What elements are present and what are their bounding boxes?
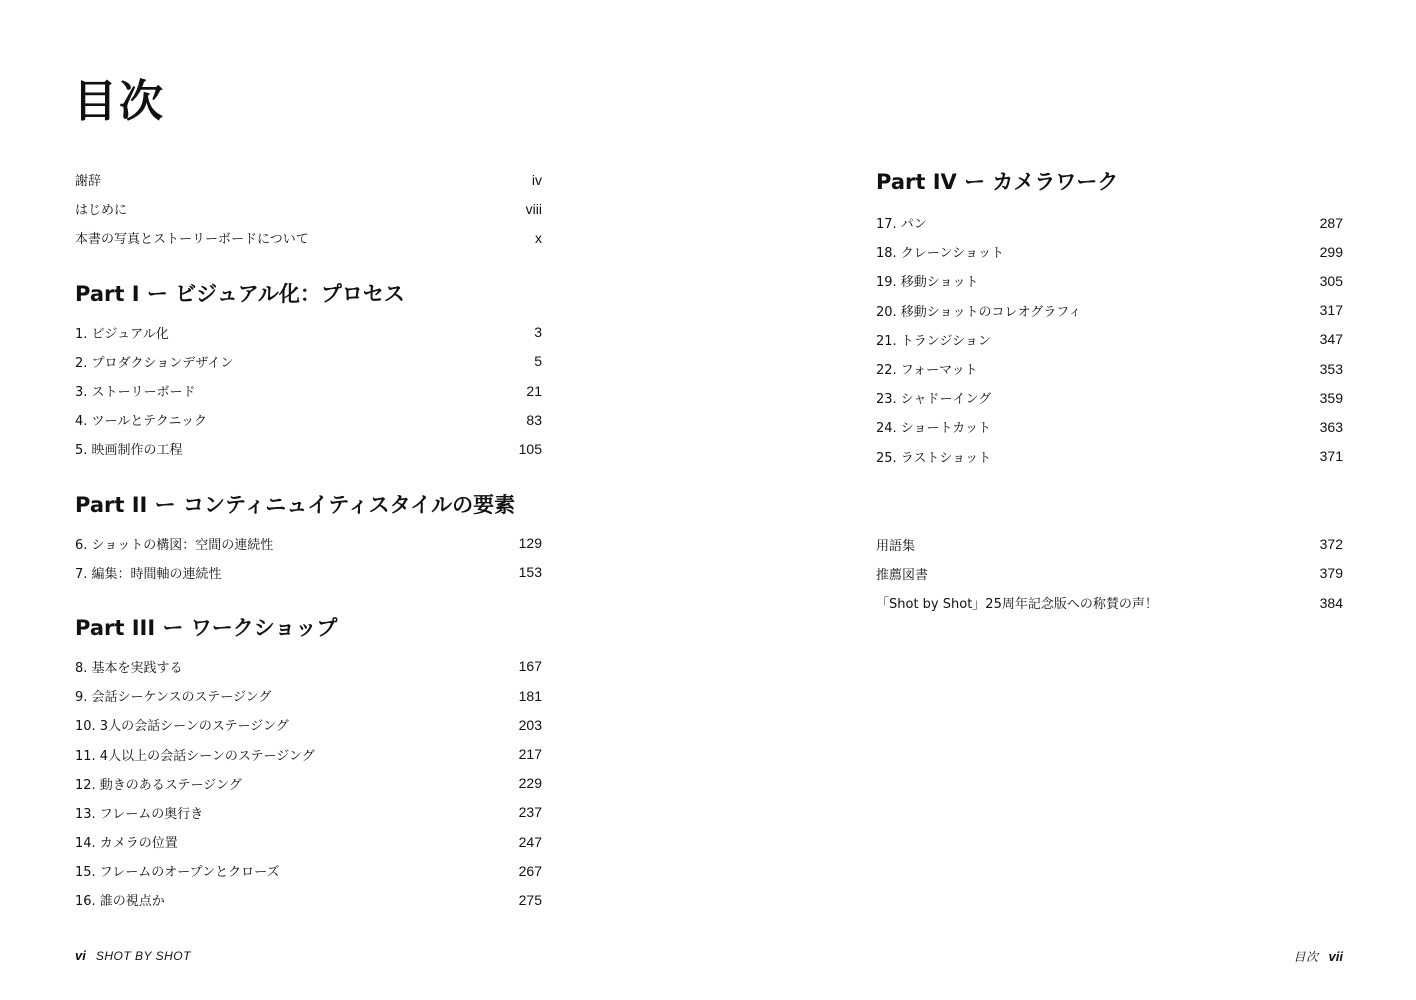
toc-entry[interactable] bbox=[876, 530, 1343, 559]
toc-entry[interactable] bbox=[876, 559, 1343, 588]
part-2-heading: Part II ー コンティニュイティスタイルの要素 bbox=[75, 492, 516, 517]
toc-entry-label: 21. トランジション bbox=[876, 333, 991, 349]
toc-entry-page: 203 bbox=[518, 716, 542, 733]
toc-entry-label: 12. 動きのあるステージング bbox=[75, 777, 242, 793]
toc-entry-label: 用語集 bbox=[876, 538, 916, 554]
toc-entry[interactable] bbox=[876, 237, 1343, 266]
toc-entry-label: 22. フォーマット bbox=[876, 363, 978, 379]
page-title: 目次 bbox=[73, 76, 165, 127]
toc-entry-label: 本書の写真とストーリーボードについて bbox=[75, 232, 309, 248]
toc-entry[interactable] bbox=[75, 885, 542, 914]
toc-entry-page: 372 bbox=[1319, 536, 1343, 553]
toc-entry[interactable] bbox=[876, 296, 1343, 325]
toc-entry-page: 167 bbox=[518, 658, 542, 675]
page-number: vii bbox=[1328, 949, 1343, 964]
toc-entry[interactable] bbox=[75, 558, 542, 587]
toc-entry-label: 6. ショットの構図：空間の連続性 bbox=[75, 537, 274, 553]
toc-entry-page: iv bbox=[531, 171, 542, 188]
running-head: 目次 bbox=[1293, 950, 1319, 964]
toc-entry[interactable] bbox=[75, 434, 542, 463]
toc-entry-page: 317 bbox=[1319, 302, 1343, 319]
toc-entry-page: 347 bbox=[1319, 331, 1343, 348]
toc-entry[interactable] bbox=[75, 223, 542, 252]
toc-entry[interactable] bbox=[876, 412, 1343, 441]
toc-right-column bbox=[876, 165, 1343, 617]
toc-entry-label: 10. 3人の会話シーンのステージング bbox=[75, 719, 289, 735]
part-4-heading: Part IV ー カメラワーク bbox=[876, 170, 1119, 194]
toc-entry-label: 7. 編集：時間軸の連続性 bbox=[75, 566, 222, 582]
toc-entry-page: 359 bbox=[1319, 389, 1343, 406]
toc-entry-label: 8. 基本を実践する bbox=[75, 660, 183, 676]
toc-entry-label: 23. シャドーイング bbox=[876, 392, 992, 408]
toc-entry-page: 275 bbox=[518, 891, 542, 908]
toc-entry-label: 3. ストーリーボード bbox=[75, 385, 196, 401]
running-head: SHOT BY SHOT bbox=[95, 949, 191, 963]
toc-entry-label: 4. ツールとテクニック bbox=[75, 414, 207, 430]
toc-entry-label: 9. 会話シーケンスのステージング bbox=[75, 690, 272, 706]
toc-entry[interactable] bbox=[75, 405, 542, 434]
toc-entry-page: 353 bbox=[1319, 360, 1343, 377]
toc-entry-label: 推薦図書 bbox=[876, 567, 929, 583]
toc-entry[interactable] bbox=[876, 442, 1343, 471]
toc-entry[interactable] bbox=[876, 208, 1343, 237]
toc-entry[interactable] bbox=[876, 588, 1343, 617]
toc-entry-page: 305 bbox=[1319, 272, 1343, 289]
toc-entry[interactable] bbox=[75, 798, 542, 827]
toc-entry-page: 5 bbox=[534, 353, 542, 370]
toc-entry-label: はじめに bbox=[75, 203, 128, 219]
toc-entry-label: 5. 映画制作の工程 bbox=[75, 443, 183, 459]
toc-entry[interactable] bbox=[876, 354, 1343, 383]
toc-entry-page: 3 bbox=[534, 324, 542, 341]
toc-entry[interactable] bbox=[876, 325, 1343, 354]
toc-entry-page: 247 bbox=[518, 833, 542, 850]
toc-entry-page: 217 bbox=[518, 746, 542, 763]
toc-entry-label: 15. フレームのオープンとクローズ bbox=[75, 865, 280, 881]
footer-left bbox=[75, 948, 191, 963]
toc-entry[interactable] bbox=[75, 652, 542, 681]
toc-left-column bbox=[75, 165, 542, 915]
toc-entry-page: 181 bbox=[518, 687, 542, 704]
part-1-heading: Part I ー ビジュアル化：プロセス bbox=[75, 281, 405, 306]
toc-entry-label: 11. 4人以上の会話シーンのステージング bbox=[75, 748, 315, 764]
toc-entry-page: 379 bbox=[1319, 565, 1343, 582]
toc-entry-label: 25. ラストショット bbox=[876, 450, 992, 466]
toc-entry-label: 1. ビジュアル化 bbox=[75, 326, 169, 342]
toc-entry-label: 「Shot by Shot」25周年記念版への称賛の声！ bbox=[876, 597, 1158, 613]
toc-entry-label: 17. パン bbox=[876, 217, 927, 233]
toc-entry[interactable] bbox=[75, 318, 542, 347]
toc-entry[interactable] bbox=[75, 347, 542, 376]
toc-entry-page: 153 bbox=[518, 564, 542, 581]
toc-entry-label: 謝辞 bbox=[75, 174, 102, 190]
footer-right bbox=[1294, 948, 1343, 965]
toc-entry-page: 363 bbox=[1319, 418, 1343, 435]
part-3-heading: Part III ー ワークショップ bbox=[75, 615, 338, 640]
toc-entry[interactable] bbox=[75, 165, 542, 194]
toc-entry-page: 229 bbox=[518, 775, 542, 792]
toc-entry-page: 267 bbox=[518, 862, 542, 879]
toc-entry-page: 83 bbox=[526, 411, 542, 428]
toc-entry[interactable] bbox=[75, 376, 542, 405]
toc-entry-page: 105 bbox=[518, 440, 542, 457]
toc-entry-page: 287 bbox=[1319, 214, 1343, 231]
toc-entry-label: 20. 移動ショットのコレオグラフィ bbox=[876, 304, 1082, 320]
toc-entry[interactable] bbox=[75, 856, 542, 885]
toc-entry-label: 24. ショートカット bbox=[876, 421, 992, 437]
toc-entry[interactable] bbox=[75, 710, 542, 739]
toc-entry[interactable] bbox=[75, 769, 542, 798]
page-number: vi bbox=[75, 948, 86, 963]
toc-entry-page: 129 bbox=[518, 535, 542, 552]
toc-entry-label: 16. 誰の視点か bbox=[75, 894, 165, 910]
toc-entry-page: 384 bbox=[1319, 594, 1343, 611]
toc-entry-label: 14. カメラの位置 bbox=[75, 836, 178, 852]
toc-entry-page: 21 bbox=[526, 382, 542, 399]
toc-entry[interactable] bbox=[876, 266, 1343, 295]
toc-entry-label: 2. プロダクションデザイン bbox=[75, 355, 234, 371]
toc-entry-label: 19. 移動ショット bbox=[876, 275, 979, 291]
spacer bbox=[876, 471, 1343, 530]
toc-entry-page: 299 bbox=[1319, 243, 1343, 260]
toc-entry-label: 18. クレーンショット bbox=[876, 246, 1004, 262]
toc-entry[interactable] bbox=[75, 529, 542, 558]
toc-entry-page: 237 bbox=[518, 804, 542, 821]
toc-entry-page: viii bbox=[525, 200, 542, 217]
toc-entry[interactable] bbox=[75, 827, 542, 856]
toc-entry-label: 13. フレームの奥行き bbox=[75, 806, 204, 822]
toc-entry-page: x bbox=[535, 229, 542, 246]
toc-entry-page: 371 bbox=[1319, 448, 1343, 465]
toc-entry[interactable] bbox=[75, 194, 542, 223]
toc-entry[interactable] bbox=[75, 681, 542, 710]
toc-entry[interactable] bbox=[75, 739, 542, 768]
toc-entry[interactable] bbox=[876, 383, 1343, 412]
